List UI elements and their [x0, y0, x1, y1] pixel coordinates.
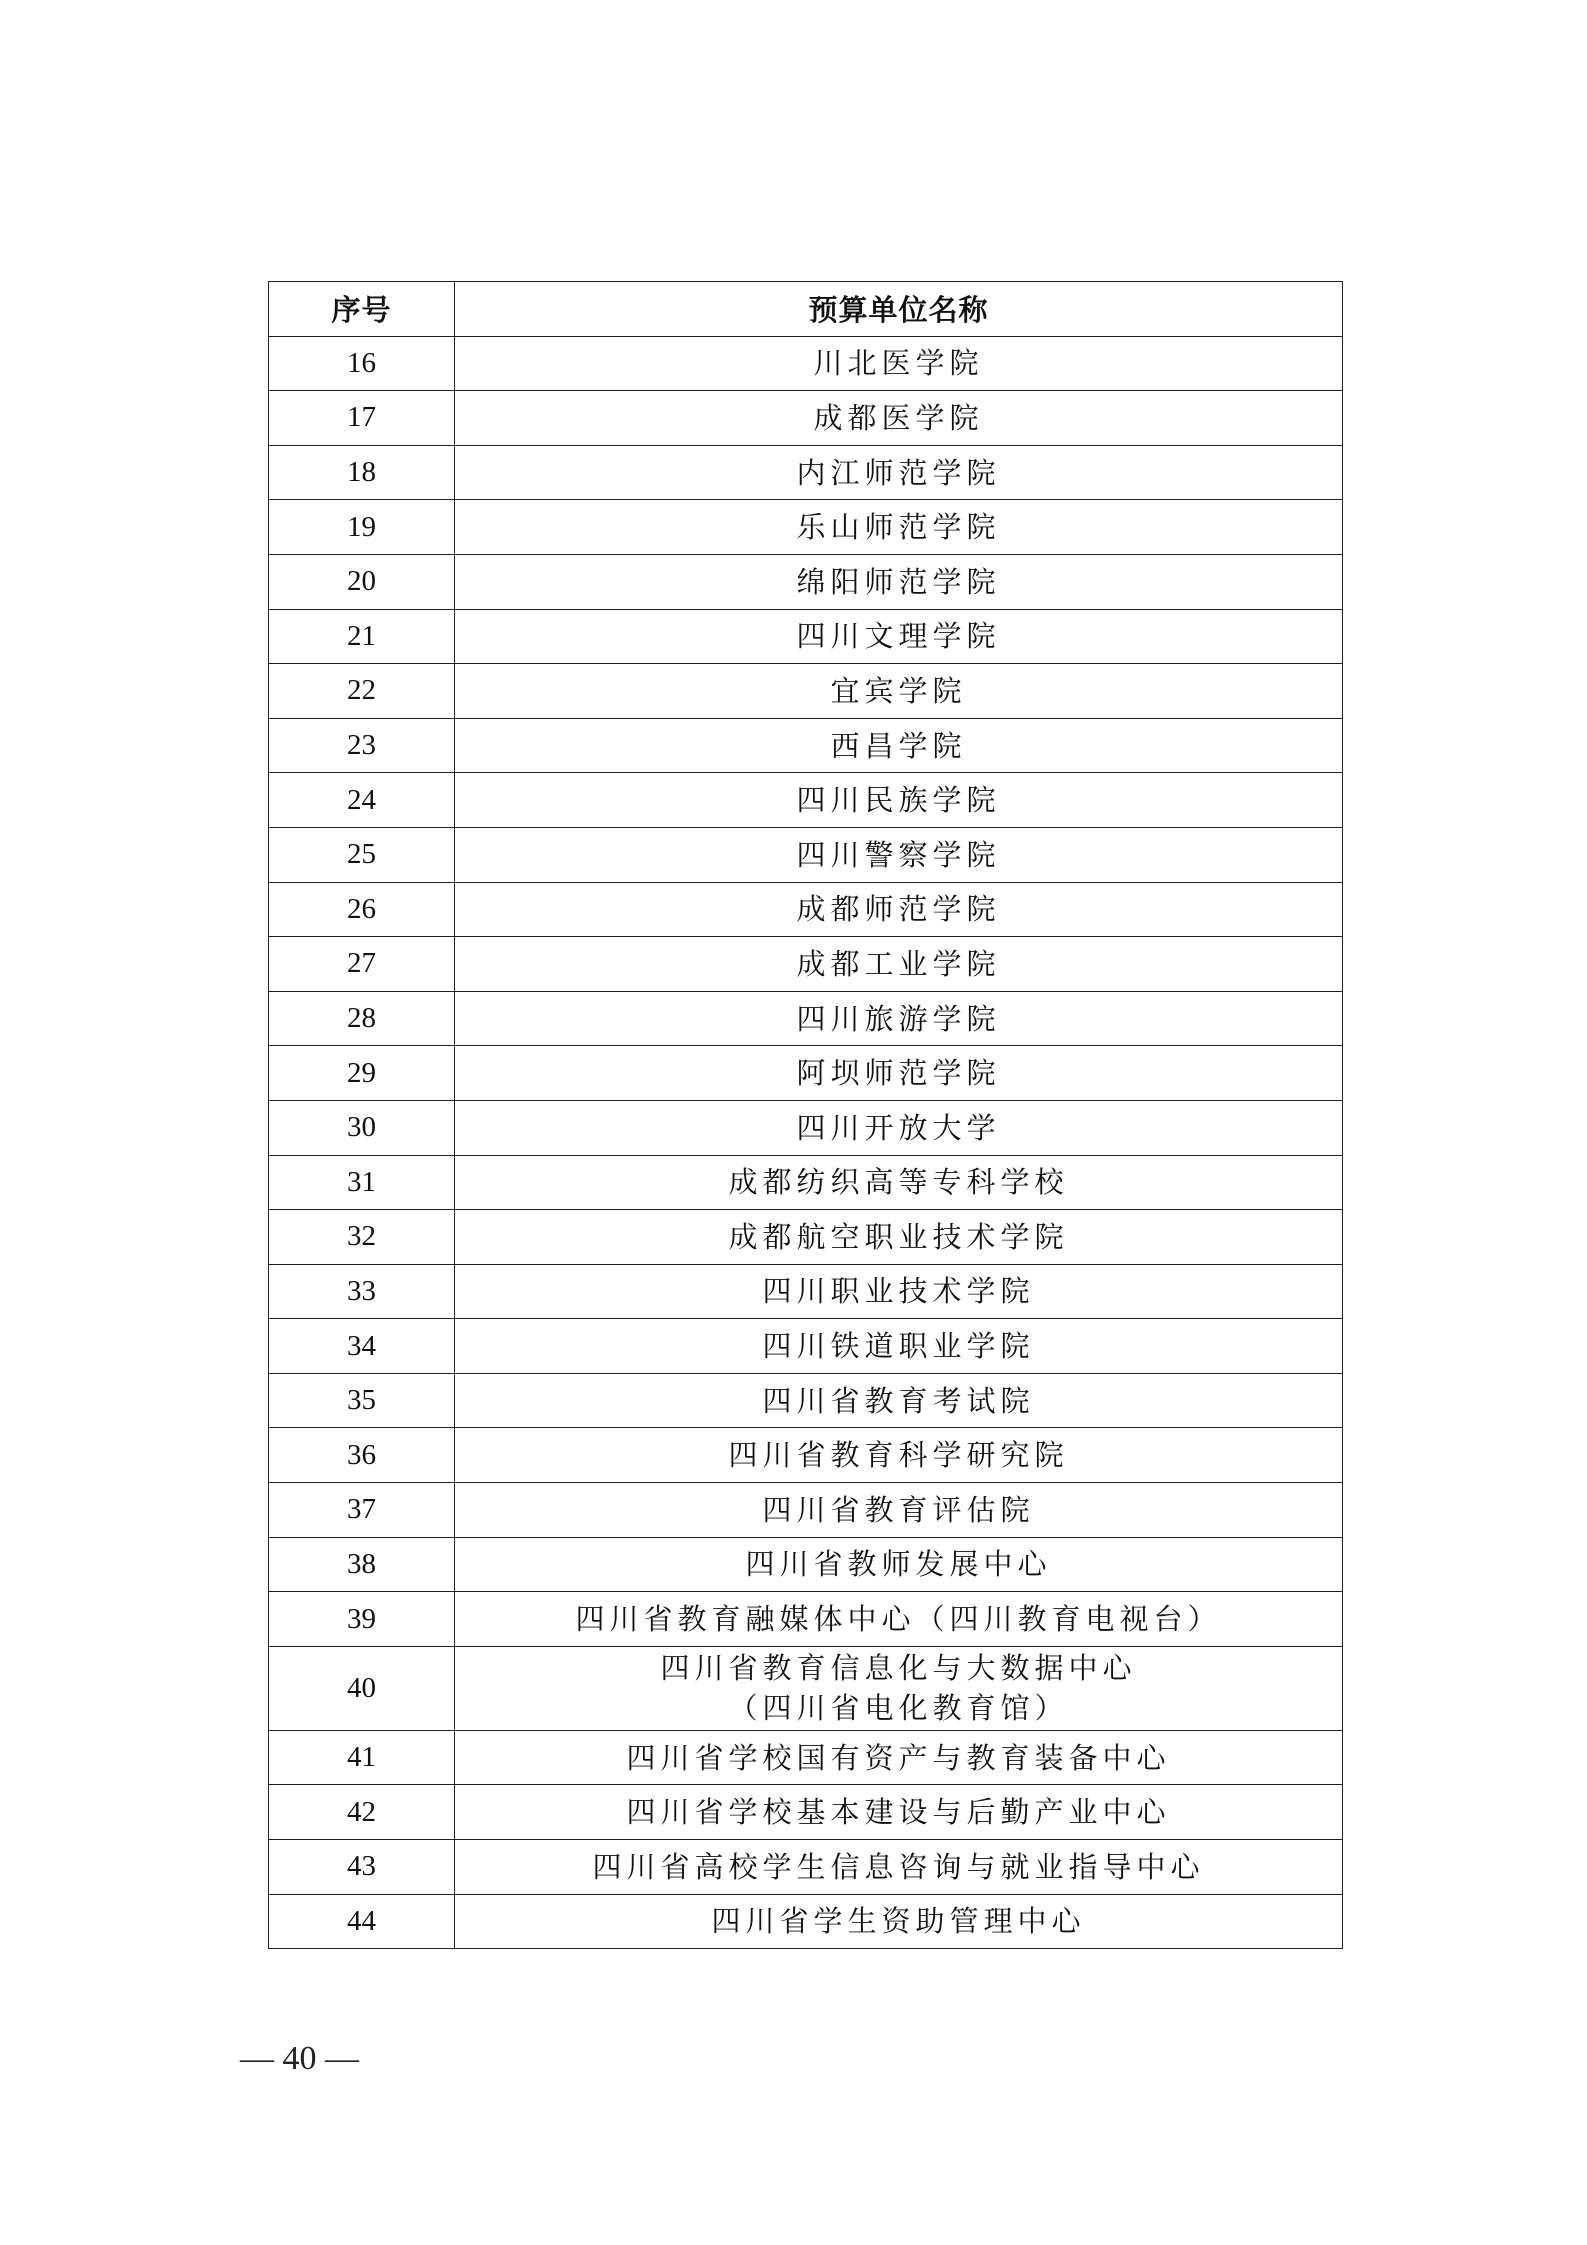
- row-serial-number: 32: [269, 1210, 455, 1265]
- row-serial-number: 44: [269, 1894, 455, 1949]
- table-row: [269, 336, 1343, 391]
- row-serial-number: 36: [269, 1428, 455, 1483]
- row-unit-name: 四川旅游学院: [455, 991, 1343, 1046]
- row-serial-number: 28: [269, 991, 455, 1046]
- row-unit-name: 四川省高校学生信息咨询与就业指导中心: [455, 1840, 1343, 1895]
- table-row: [269, 1646, 1343, 1730]
- budget-unit-table-container: [268, 281, 1342, 1949]
- row-unit-name: 宜宾学院: [455, 664, 1343, 719]
- table-row: [269, 718, 1343, 773]
- table-row: [269, 1483, 1343, 1538]
- table-body: [269, 336, 1343, 1949]
- row-unit-name: 四川省教育评估院: [455, 1483, 1343, 1538]
- table-row: [269, 1428, 1343, 1483]
- row-serial-number: 39: [269, 1592, 455, 1647]
- table-row: [269, 1537, 1343, 1592]
- row-serial-number: 21: [269, 609, 455, 664]
- row-serial-number: 25: [269, 827, 455, 882]
- row-unit-name: 川北医学院: [455, 336, 1343, 391]
- table-row: [269, 1155, 1343, 1210]
- table-row: [269, 500, 1343, 555]
- row-serial-number: 19: [269, 500, 455, 555]
- row-unit-name: 四川开放大学: [455, 1100, 1343, 1155]
- row-serial-number: 18: [269, 445, 455, 500]
- table-row: [269, 391, 1343, 446]
- row-serial-number: 37: [269, 1483, 455, 1538]
- row-unit-name: 阿坝师范学院: [455, 1046, 1343, 1101]
- table-row: [269, 991, 1343, 1046]
- row-unit-name: 四川省教育考试院: [455, 1373, 1343, 1428]
- table-row: [269, 1785, 1343, 1840]
- row-serial-number: 33: [269, 1264, 455, 1319]
- table-row: [269, 1264, 1343, 1319]
- row-serial-number: 27: [269, 937, 455, 992]
- row-serial-number: 26: [269, 882, 455, 937]
- row-serial-number: 43: [269, 1840, 455, 1895]
- table-row: [269, 664, 1343, 719]
- row-unit-name: 四川省学校国有资产与教育装备中心: [455, 1730, 1343, 1785]
- row-unit-name: 成都纺织高等专科学校: [455, 1155, 1343, 1210]
- header-unit-name: 预算单位名称: [455, 282, 1343, 337]
- row-unit-name: 四川省教育科学研究院: [455, 1428, 1343, 1483]
- budget-unit-table: [268, 281, 1343, 1949]
- table-row: [269, 1894, 1343, 1949]
- row-unit-name: 四川省学校基本建设与后勤产业中心: [455, 1785, 1343, 1840]
- row-serial-number: 17: [269, 391, 455, 446]
- row-unit-name: 成都师范学院: [455, 882, 1343, 937]
- row-serial-number: 16: [269, 336, 455, 391]
- row-unit-name: 四川省教师发展中心: [455, 1537, 1343, 1592]
- row-unit-name: 四川职业技术学院: [455, 1264, 1343, 1319]
- row-unit-name: 四川铁道职业学院: [455, 1319, 1343, 1374]
- row-unit-name: 四川省学生资助管理中心: [455, 1894, 1343, 1949]
- table-row: [269, 1046, 1343, 1101]
- table-row: [269, 1840, 1343, 1895]
- row-serial-number: 40: [269, 1646, 455, 1730]
- table-row: [269, 1730, 1343, 1785]
- row-serial-number: 30: [269, 1100, 455, 1155]
- row-unit-name: 成都工业学院: [455, 937, 1343, 992]
- row-unit-name: 成都航空职业技术学院: [455, 1210, 1343, 1265]
- row-serial-number: 38: [269, 1537, 455, 1592]
- row-unit-name: 西昌学院: [455, 718, 1343, 773]
- table-row: [269, 773, 1343, 828]
- header-serial-number: 序号: [269, 282, 455, 337]
- row-unit-name: [455, 1646, 1343, 1730]
- row-serial-number: 31: [269, 1155, 455, 1210]
- row-serial-number: 34: [269, 1319, 455, 1374]
- row-serial-number: 29: [269, 1046, 455, 1101]
- unit-name-line-1: 四川省教育信息化与大数据中心: [660, 1651, 1137, 1686]
- table-row: [269, 827, 1343, 882]
- table-row: [269, 1592, 1343, 1647]
- table-row: [269, 1319, 1343, 1374]
- row-serial-number: 20: [269, 554, 455, 609]
- row-serial-number: 42: [269, 1785, 455, 1840]
- table-row: [269, 609, 1343, 664]
- table-row: [269, 554, 1343, 609]
- row-unit-name: 内江师范学院: [455, 445, 1343, 500]
- row-serial-number: 41: [269, 1730, 455, 1785]
- table-row: [269, 882, 1343, 937]
- row-serial-number: 23: [269, 718, 455, 773]
- table-row: [269, 1210, 1343, 1265]
- row-serial-number: 24: [269, 773, 455, 828]
- row-serial-number: 35: [269, 1373, 455, 1428]
- row-unit-name: 四川省教育融媒体中心（四川教育电视台）: [455, 1592, 1343, 1647]
- page-number: — 40 —: [240, 2040, 359, 2077]
- row-unit-name: 四川警察学院: [455, 827, 1343, 882]
- table-row: [269, 1100, 1343, 1155]
- row-unit-name: 绵阳师范学院: [455, 554, 1343, 609]
- table-row: [269, 1373, 1343, 1428]
- table-row: [269, 445, 1343, 500]
- table-row: [269, 937, 1343, 992]
- row-unit-name: 乐山师范学院: [455, 500, 1343, 555]
- row-unit-name: 四川文理学院: [455, 609, 1343, 664]
- row-serial-number: 22: [269, 664, 455, 719]
- row-unit-name: 四川民族学院: [455, 773, 1343, 828]
- table-header-row: [269, 282, 1343, 337]
- unit-name-line-2: （四川省电化教育馆）: [728, 1691, 1069, 1726]
- row-unit-name: 成都医学院: [455, 391, 1343, 446]
